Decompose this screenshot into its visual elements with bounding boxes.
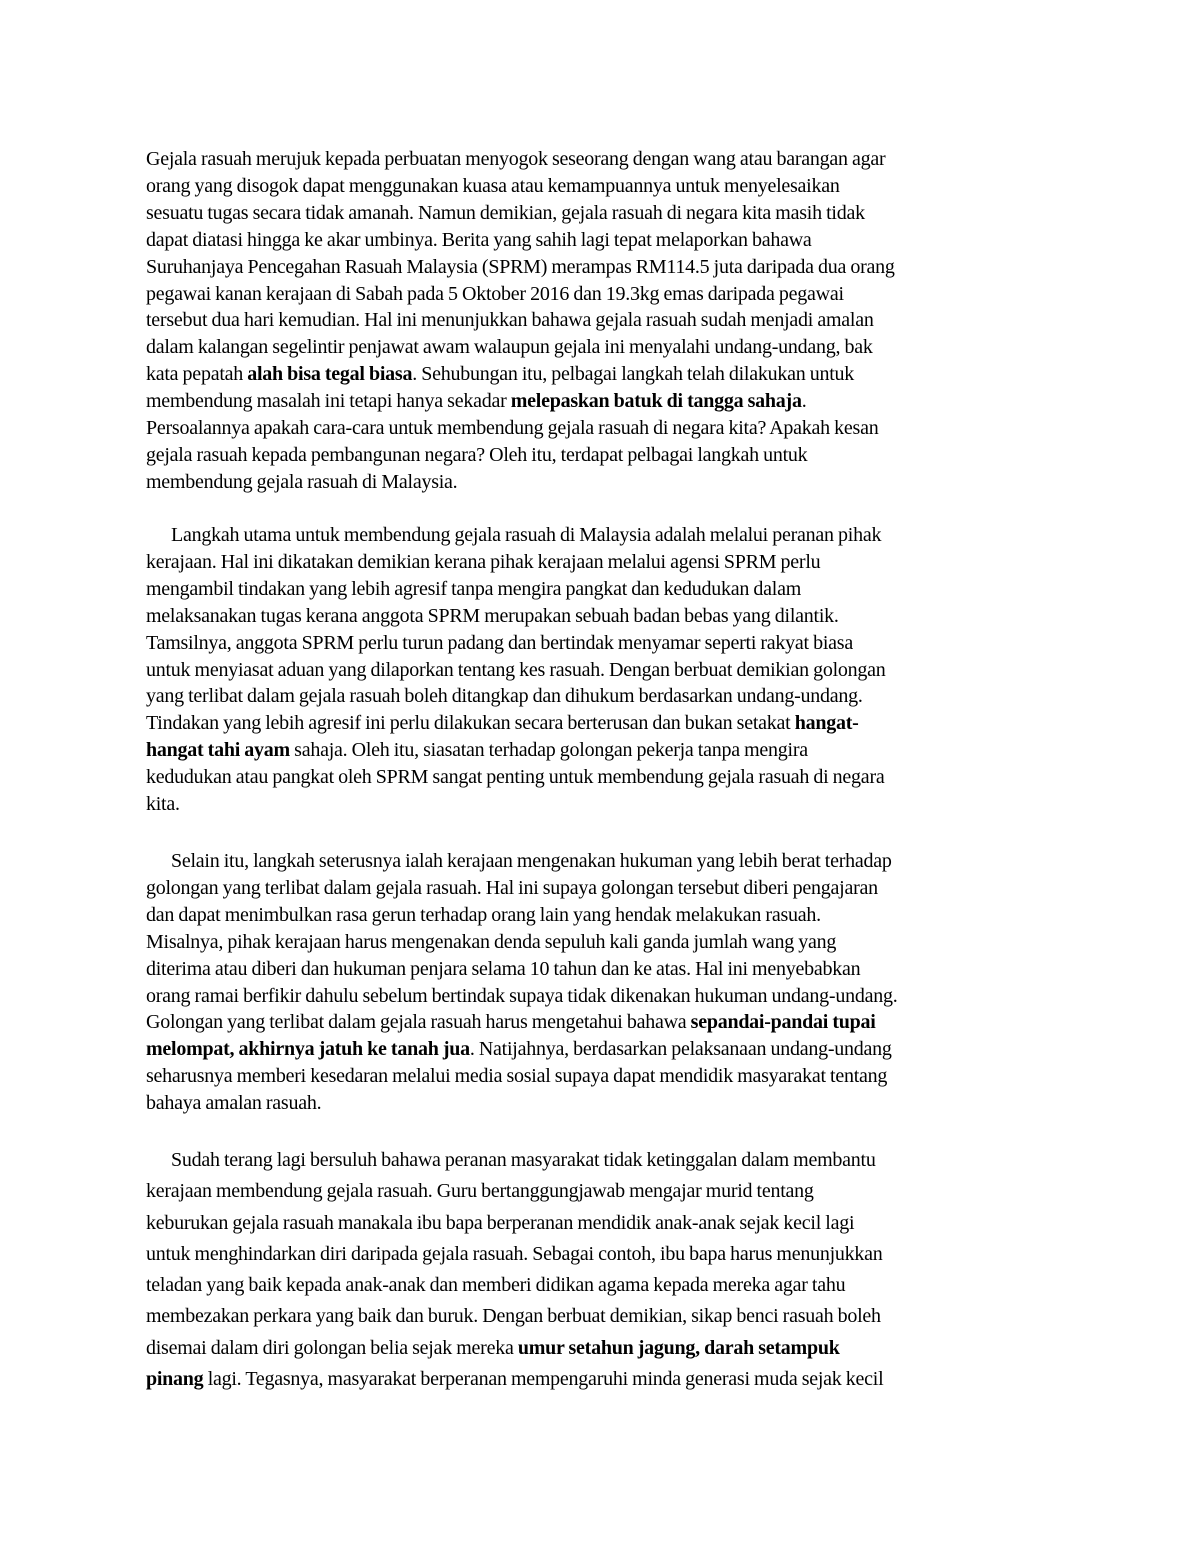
text-line: gejala rasuah kepada pembangunan negara? Oleh itu, terdapat pelbagai langkah untuk [146, 443, 808, 466]
text-line: keburukan gejala rasuah manakala ibu bapa berperanan mendidik anak-anak sejak kecil lagi [146, 1211, 855, 1234]
text-line: melaksanakan tugas kerana anggota SPRM merupakan sebuah badan bebas yang dilantik. [146, 604, 839, 627]
text-line: tersebut dua hari kemudian. Hal ini menunjukkan bahawa gejala rasuah sudah menjadi amalan [146, 309, 874, 332]
text-line: Selain itu, langkah seterusnya ialah kerajaan mengenakan hukuman yang lebih berat terhadap [171, 850, 892, 872]
text-line: kita. [146, 793, 180, 816]
peribahasa-bold: umur setahun jagung, darah setampuk [517, 1336, 840, 1359]
paragraph-1 [146, 146, 1081, 496]
text-run: Tindakan yang lebih agresif ini perlu dilakukan secara berterusan dan bukan setakat [146, 712, 795, 735]
text-run: membendung masalah ini tetapi hanya sekadar [146, 390, 511, 413]
text-line [146, 1364, 1081, 1395]
text-run: disemai dalam diri golongan belia sejak mereka [146, 1336, 518, 1359]
text-line: membezakan perkara yang baik dan buruk. Dengan berbuat demikian, sikap benci rasuah boleh [146, 1305, 881, 1328]
text-run: . [801, 390, 807, 413]
text-line: kedudukan atau pangkat oleh SPRM sangat penting untuk membendung gejala rasuah di negara [146, 766, 885, 789]
text-run: lagi. Tegasnya, masyarakat berperanan mempengaruhi minda generasi muda sejak kecil [203, 1368, 884, 1391]
paragraph-4 [146, 1145, 1081, 1395]
text-line: pegawai kanan kerajaan di Sabah pada 5 Oktober 2016 dan 19.3kg emas daripada pegawai [146, 282, 844, 305]
text-line: golongan yang terlibat dalam gejala rasuah. Hal ini supaya golongan tersebut diberi pengajaran [146, 876, 878, 899]
paragraph-3 [146, 848, 1081, 1117]
text-line [146, 388, 1081, 415]
text-line: teladan yang baik kepada anak-anak dan memberi didikan agama kepada mereka agar tahu [146, 1274, 846, 1297]
text-line: seharusnya memberi kesedaran melalui media sosial supaya dapat mendidik masyarakat tentang [146, 1065, 888, 1088]
text-line [146, 1009, 1081, 1036]
text-line: dalam kalangan segelintir penjawat awam walaupun gejala ini menyalahi undang-undang, bak [146, 336, 873, 359]
text-line [146, 1036, 1081, 1063]
text-run: kata pepatah [146, 363, 248, 386]
text-line: Suruhanjaya Pencegahan Rasuah Malaysia (SPRM) merampas RM114.5 juta daripada dua orang [146, 255, 895, 278]
peribahasa-bold: melepaskan batuk di tangga sahaja [510, 390, 802, 413]
peribahasa-bold: sepandai-pandai tupai [690, 1011, 876, 1034]
text-line: untuk menghindarkan diri daripada gejala rasuah. Sebagai contoh, ibu bapa harus menunjukkan [146, 1242, 883, 1265]
text-run: sahaja. Oleh itu, siasatan terhadap golongan pekerja tanpa mengira [289, 739, 808, 762]
text-line: yang terlibat dalam gejala rasuah boleh ditangkap dan dihukum berdasarkan undang-undang. [146, 685, 863, 708]
paragraph-2 [146, 522, 1081, 818]
text-line: Langkah utama untuk membendung gejala rasuah di Malaysia adalah melalui peranan pihak [171, 524, 882, 546]
text-line: Misalnya, pihak kerajaan harus mengenakan denda sepuluh kali ganda jumlah wang yang [146, 930, 837, 953]
text-line: untuk menyiasat aduan yang dilaporkan tentang kes rasuah. Dengan berbuat demikian golongan [146, 658, 886, 681]
peribahasa-bold: hangat tahi ayam [146, 739, 290, 762]
text-run: . Sehubungan itu, pelbagai langkah telah dilakukan untuk [412, 363, 855, 386]
text-line: sesuatu tugas secara tidak amanah. Namun demikian, gejala rasuah di negara kita masih tidak [146, 201, 865, 224]
text-line: bahaya amalan rasuah. [146, 1092, 322, 1115]
text-line: Persoalannya apakah cara-cara untuk membendung gejala rasuah di negara kita? Apakah kesan [146, 417, 879, 440]
peribahasa-bold: hangat- [794, 712, 859, 735]
text-line: Gejala rasuah merujuk kepada perbuatan menyogok seseorang dengan wang atau barangan agar [146, 148, 886, 170]
text-line: dapat diatasi hingga ke akar umbinya. Berita yang sahih lagi tepat melaporkan bahawa [146, 228, 812, 251]
text-line: orang ramai berfikir dahulu sebelum bertindak supaya tidak dikenakan hukuman undang-undang. [146, 984, 898, 1007]
text-line [146, 710, 1081, 737]
text-line: diterima atau diberi dan hukuman penjara selama 10 tahun dan ke atas. Hal ini menyebabkan [146, 957, 861, 980]
text-line: kerajaan. Hal ini dikatakan demikian kerana pihak kerajaan melalui agensi SPRM perlu [146, 550, 821, 573]
text-line: Tamsilnya, anggota SPRM perlu turun padang dan bertindak menyamar seperti rakyat biasa [146, 631, 853, 654]
text-run: . Natijahnya, berdasarkan pelaksanaan undang-undang [469, 1038, 892, 1061]
peribahasa-bold: melompat, akhirnya jatuh ke tanah jua [146, 1038, 470, 1061]
text-line [146, 361, 1081, 388]
text-line: Sudah terang lagi bersuluh bahawa peranan masyarakat tidak ketinggalan dalam membantu [171, 1149, 876, 1171]
text-line: membendung gejala rasuah di Malaysia. [146, 470, 458, 493]
peribahasa-bold: alah bisa tegal biasa [247, 363, 413, 386]
text-run: Golongan yang terlibat dalam gejala rasuah harus mengetahui bahawa [146, 1011, 691, 1034]
text-line [146, 1333, 1081, 1364]
text-line: dan dapat menimbulkan rasa gerun terhadap orang lain yang hendak melakukan rasuah. [146, 903, 821, 926]
text-line: orang yang disogok dapat menggunakan kuasa atau kemampuannya untuk menyelesaikan [146, 174, 840, 197]
text-line [146, 737, 1081, 764]
peribahasa-bold: pinang [146, 1368, 204, 1391]
text-line: kerajaan membendung gejala rasuah. Guru bertanggungjawab mengajar murid tentang [146, 1180, 814, 1203]
text-line: mengambil tindakan yang lebih agresif tanpa mengira pangkat dan kedudukan dalam [146, 577, 802, 600]
